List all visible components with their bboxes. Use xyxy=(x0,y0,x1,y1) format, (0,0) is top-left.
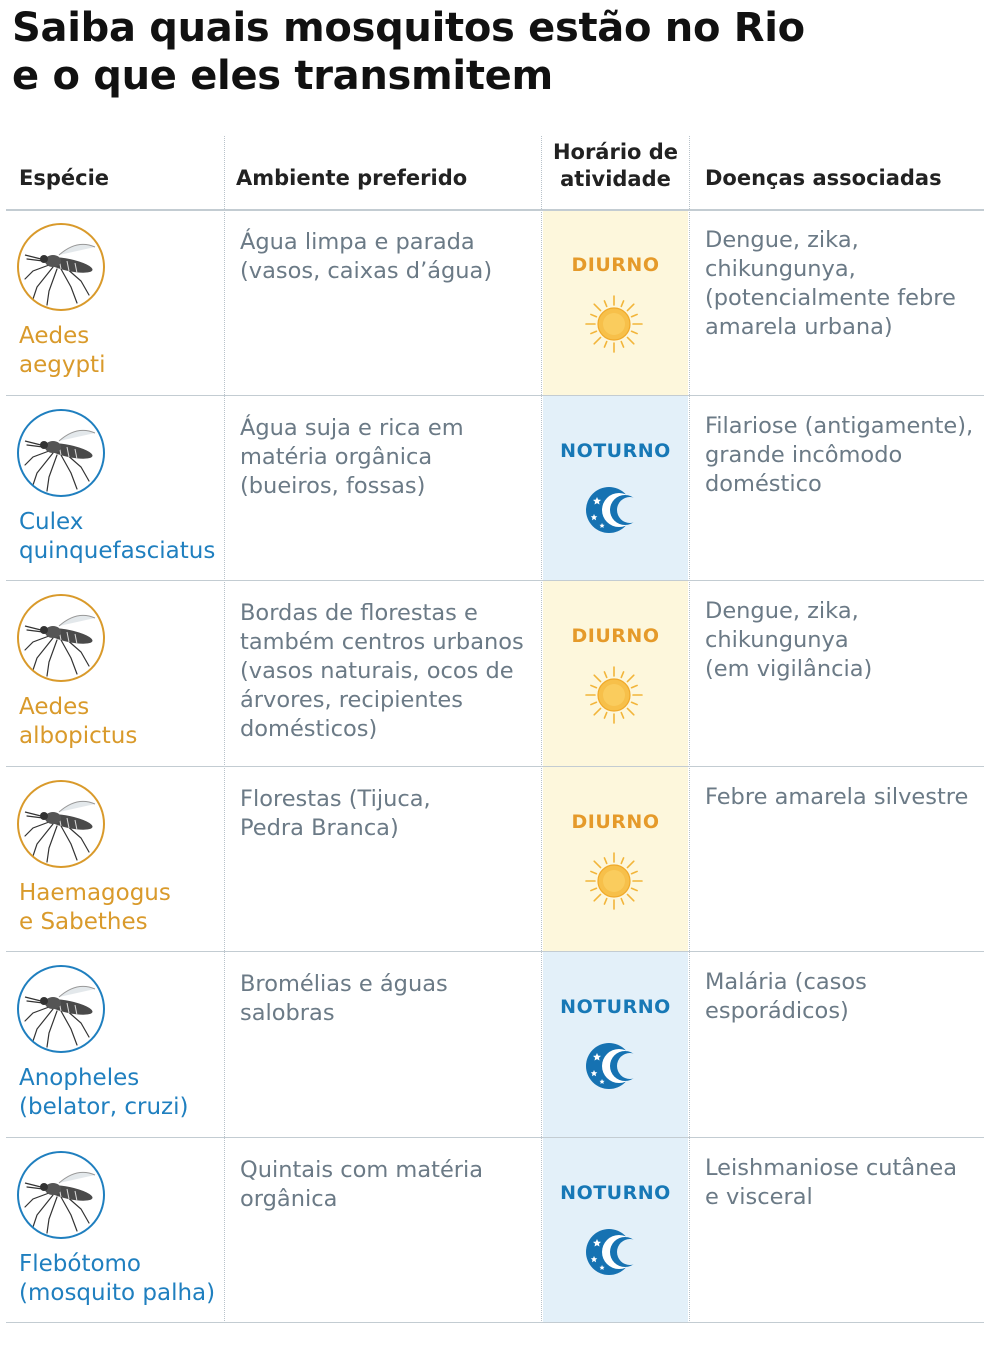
sun-icon xyxy=(585,852,643,910)
species-name xyxy=(19,879,171,937)
moon-icon xyxy=(585,481,643,539)
disease-line: doméstico xyxy=(705,470,822,497)
table-row xyxy=(0,1137,984,1322)
table-row xyxy=(0,580,984,765)
disease-line: Filariose (antigamente), xyxy=(705,412,974,439)
header-activity xyxy=(543,139,688,193)
activity-period-label: DIURNO xyxy=(571,625,660,647)
disease-line: (em vigilância) xyxy=(705,656,873,682)
environment-line: domésticos) xyxy=(240,716,378,742)
mosquito-photo xyxy=(17,780,105,868)
disease-line: Dengue, zika, xyxy=(705,598,859,624)
table-row xyxy=(0,395,984,580)
disease-line: chikungunya, xyxy=(705,256,856,282)
disease-line: Dengue, zika, xyxy=(705,227,859,253)
environment-line: Florestas (Tijuca, xyxy=(240,785,431,812)
disease-line: chikungunya xyxy=(705,627,849,653)
environment-line: Bromélias e águas xyxy=(240,971,448,997)
header-activity-line-1: Horário de xyxy=(552,140,679,164)
disease-line: amarela urbana) xyxy=(705,314,893,340)
row-divider xyxy=(6,1322,984,1323)
table-row xyxy=(0,951,984,1136)
diseases-text xyxy=(705,597,872,684)
species-name-line: Flebótomo xyxy=(19,1250,142,1277)
disease-line: Malária (casos xyxy=(705,969,867,995)
species-name-line: Culex xyxy=(19,508,84,535)
environment-text xyxy=(240,785,431,843)
environment-text xyxy=(240,414,464,501)
diseases-text xyxy=(705,1154,957,1212)
table-row xyxy=(0,209,984,394)
diseases-text xyxy=(705,226,956,342)
species-name-line: Haemagogus xyxy=(19,879,171,906)
species-name-line: albopictus xyxy=(19,723,138,749)
title-line-2: e o que eles transmitem xyxy=(12,53,553,99)
header-activity-line-2: atividade xyxy=(560,167,671,191)
diseases-text xyxy=(705,783,968,812)
environment-text xyxy=(240,1156,483,1214)
diseases-text xyxy=(705,968,867,1026)
environment-line: salobras xyxy=(240,1000,335,1026)
environment-line: Água suja e rica em xyxy=(240,414,464,441)
species-name xyxy=(19,1250,215,1308)
disease-line: (potencialmente febre xyxy=(705,285,956,311)
environment-line: Água limpa e parada xyxy=(240,229,475,255)
mosquito-photo xyxy=(17,965,105,1053)
sun-icon xyxy=(585,295,643,353)
mosquito-photo xyxy=(17,223,105,311)
activity-period-label: DIURNO xyxy=(571,810,660,833)
species-name xyxy=(19,322,105,380)
environment-line: Quintais com matéria xyxy=(240,1156,484,1183)
species-name-line: quinquefasciatus xyxy=(19,537,216,564)
species-name xyxy=(19,1064,189,1122)
activity-period-label: NOTURNO xyxy=(560,996,671,1018)
header-diseases: Doenças associadas xyxy=(705,166,942,190)
sun-icon xyxy=(585,666,643,724)
species-name-line: Aedes xyxy=(19,694,90,720)
environment-line: (vasos naturais, ocos de xyxy=(240,658,514,684)
species-name xyxy=(19,693,137,751)
table-row xyxy=(0,766,984,951)
diseases-text xyxy=(705,412,973,499)
title-line-1: Saiba quais mosquitos estão no Rio xyxy=(12,5,805,51)
environment-line: matéria orgânica xyxy=(240,443,433,470)
environment-line: orgânica xyxy=(240,1185,338,1212)
species-name-line: Aedes xyxy=(19,323,90,349)
environment-text xyxy=(240,228,492,286)
disease-line: grande incômodo xyxy=(705,441,903,468)
species-name-line: (mosquito palha) xyxy=(19,1279,216,1306)
disease-line: Leishmaniose cutânea xyxy=(705,1154,958,1181)
disease-line: e visceral xyxy=(705,1183,813,1210)
species-name-line: aegypti xyxy=(19,352,106,378)
species-name-line: Anopheles xyxy=(19,1065,140,1091)
environment-line: Bordas de florestas e xyxy=(240,600,478,626)
moon-icon xyxy=(585,1223,643,1281)
species-name-line: e Sabethes xyxy=(19,908,148,935)
mosquito-photo xyxy=(17,409,105,497)
page-title xyxy=(12,4,972,100)
mosquito-photo xyxy=(17,594,105,682)
environment-line: (vasos, caixas d’água) xyxy=(240,258,493,284)
activity-period-label: DIURNO xyxy=(571,254,660,276)
activity-period-label: NOTURNO xyxy=(560,1181,671,1204)
disease-line: esporádicos) xyxy=(705,998,849,1024)
activity-period-label: NOTURNO xyxy=(560,439,671,462)
environment-text xyxy=(240,970,448,1028)
environment-line: também centros urbanos xyxy=(240,629,524,655)
environment-line: Pedra Branca) xyxy=(240,814,399,841)
environment-text xyxy=(240,599,524,744)
moon-icon xyxy=(585,1037,643,1095)
species-name xyxy=(19,508,215,566)
environment-line: árvores, recipientes xyxy=(240,687,463,713)
species-name-line: (belator, cruzi) xyxy=(19,1094,189,1120)
disease-line: Febre amarela silvestre xyxy=(705,783,969,810)
header-species: Espécie xyxy=(19,166,110,190)
header-environment: Ambiente preferido xyxy=(236,166,468,190)
environment-line: (bueiros, fossas) xyxy=(240,472,426,499)
mosquito-photo xyxy=(17,1151,105,1239)
